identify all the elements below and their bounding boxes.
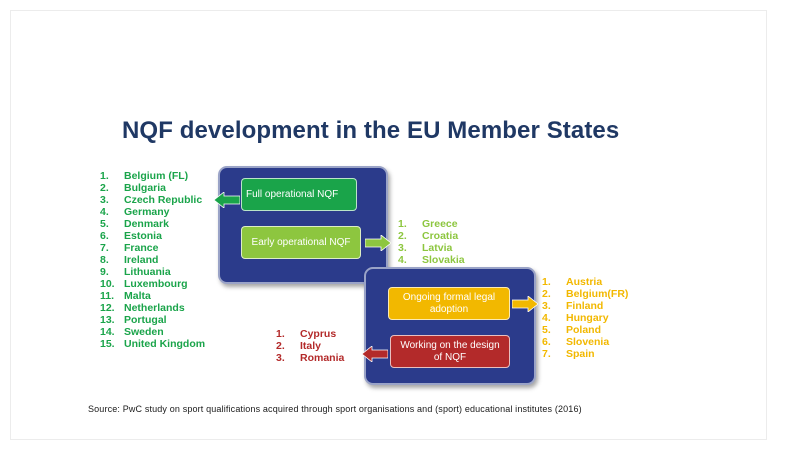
source-note: Source: PwC study on sport qualifications acquired through sport organisations and (sport) educational institutes (2016) bbox=[88, 404, 582, 414]
list-item-number: 6. bbox=[100, 230, 109, 242]
list-item bbox=[100, 338, 205, 350]
list-item-label: Belgium(FR) bbox=[566, 288, 629, 300]
stage-ongoing-adoption-label: Ongoing formal legal adoption bbox=[402, 291, 496, 315]
list-item bbox=[276, 352, 344, 364]
list-item bbox=[542, 324, 628, 336]
arrow-left-red-icon bbox=[362, 346, 388, 362]
list-item-number: 1. bbox=[100, 170, 109, 182]
list-item-number: 1. bbox=[542, 276, 551, 288]
list-item-number: 2. bbox=[398, 230, 407, 242]
list-item-number: 7. bbox=[542, 348, 551, 360]
list-item-label: Croatia bbox=[422, 230, 459, 242]
list-item bbox=[542, 288, 628, 300]
list-item bbox=[542, 348, 628, 360]
list-item bbox=[100, 302, 205, 314]
list-item-label: Italy bbox=[300, 340, 322, 352]
list-item-label: France bbox=[124, 242, 159, 254]
list-item bbox=[398, 242, 465, 254]
list-item-number: 8. bbox=[100, 254, 109, 266]
list-item-number: 2. bbox=[276, 340, 285, 352]
list-item-label: Poland bbox=[566, 324, 602, 336]
list-item bbox=[100, 170, 205, 182]
list-item-label: Romania bbox=[300, 352, 345, 364]
list-item bbox=[276, 328, 344, 340]
list-item-label: Latvia bbox=[422, 242, 453, 254]
list-item bbox=[276, 340, 344, 352]
stage-ongoing-adoption bbox=[388, 287, 510, 320]
list-item-label: Germany bbox=[124, 206, 170, 218]
list-item-label: Austria bbox=[566, 276, 603, 288]
list-item-number: 9. bbox=[100, 266, 109, 278]
list-item bbox=[100, 254, 205, 266]
list-item bbox=[542, 276, 628, 288]
list-item-number: 12. bbox=[100, 302, 115, 314]
list-item-label: Sweden bbox=[124, 326, 164, 338]
arrow-left-green-icon bbox=[214, 192, 240, 208]
stage-full-operational-label: Full operational NQF bbox=[246, 188, 339, 200]
stage-full-operational bbox=[241, 178, 357, 211]
ongoing-adoption-list bbox=[542, 276, 628, 360]
list-item bbox=[100, 242, 205, 254]
list-item-number: 2. bbox=[100, 182, 109, 194]
list-item bbox=[100, 206, 205, 218]
page-title: NQF development in the EU Member States bbox=[122, 117, 620, 144]
arrow-right-yellow-icon bbox=[512, 296, 538, 312]
list-item-label: Greece bbox=[422, 218, 458, 230]
list-item-number: 14. bbox=[100, 326, 115, 338]
list-item-number: 4. bbox=[100, 206, 109, 218]
list-item-number: 2. bbox=[542, 288, 551, 300]
list-item-label: Finland bbox=[566, 300, 604, 312]
list-item-number: 6. bbox=[542, 336, 551, 348]
list-item bbox=[542, 336, 628, 348]
list-item bbox=[398, 218, 465, 230]
list-item-label: Bulgaria bbox=[124, 182, 167, 194]
list-item bbox=[542, 312, 628, 324]
stage-working-design bbox=[390, 335, 510, 368]
list-item-number: 3. bbox=[100, 194, 109, 206]
list-item-number: 4. bbox=[542, 312, 551, 324]
list-item-number: 4. bbox=[398, 254, 407, 266]
list-item-number: 13. bbox=[100, 314, 115, 326]
list-item-label: Ireland bbox=[124, 254, 159, 266]
list-item-number: 7. bbox=[100, 242, 109, 254]
list-item-label: Slovakia bbox=[422, 254, 465, 266]
arrow-right-lightgreen-icon bbox=[365, 235, 391, 251]
list-item-label: Czech Republic bbox=[124, 194, 203, 206]
list-item-number: 3. bbox=[276, 352, 285, 364]
list-item-number: 3. bbox=[398, 242, 407, 254]
list-item-label: Lithuania bbox=[124, 266, 171, 278]
early-operational-list bbox=[398, 218, 465, 266]
list-item bbox=[398, 254, 465, 266]
list-item-label: United Kingdom bbox=[124, 338, 206, 350]
stage-early-operational-label: Early operational NQF bbox=[251, 236, 351, 248]
stage-working-design-label: Working on the design of NQF bbox=[400, 339, 500, 363]
list-item-label: Estonia bbox=[124, 230, 162, 242]
list-item bbox=[100, 182, 205, 194]
full-operational-list bbox=[100, 170, 205, 350]
stage-early-operational bbox=[241, 226, 361, 259]
list-item-label: Luxembourg bbox=[124, 278, 188, 290]
list-item-number: 11. bbox=[100, 290, 115, 302]
list-item bbox=[100, 326, 205, 338]
list-item bbox=[100, 218, 205, 230]
list-item-label: Cyprus bbox=[300, 328, 337, 340]
list-item-label: Netherlands bbox=[124, 302, 185, 314]
list-item bbox=[100, 314, 205, 326]
list-item-number: 1. bbox=[398, 218, 407, 230]
list-item-number: 3. bbox=[542, 300, 551, 312]
list-item-label: Portugal bbox=[124, 314, 167, 326]
list-item-label: Denmark bbox=[124, 218, 169, 230]
list-item-label: Hungary bbox=[566, 312, 609, 324]
list-item-label: Belgium (FL) bbox=[124, 170, 189, 182]
list-item-number: 1. bbox=[276, 328, 285, 340]
list-item-label: Slovenia bbox=[566, 336, 610, 348]
list-item bbox=[100, 230, 205, 242]
list-item bbox=[100, 266, 205, 278]
list-item-label: Malta bbox=[124, 290, 151, 302]
list-item-number: 5. bbox=[100, 218, 109, 230]
list-item bbox=[542, 300, 628, 312]
list-item bbox=[100, 290, 205, 302]
working-design-list bbox=[276, 328, 344, 364]
list-item bbox=[398, 230, 465, 242]
list-item-label: Spain bbox=[566, 348, 595, 360]
list-item-number: 5. bbox=[542, 324, 551, 336]
list-item bbox=[100, 194, 205, 206]
list-item-number: 15. bbox=[100, 338, 115, 350]
list-item-number: 10. bbox=[100, 278, 115, 290]
list-item bbox=[100, 278, 205, 290]
